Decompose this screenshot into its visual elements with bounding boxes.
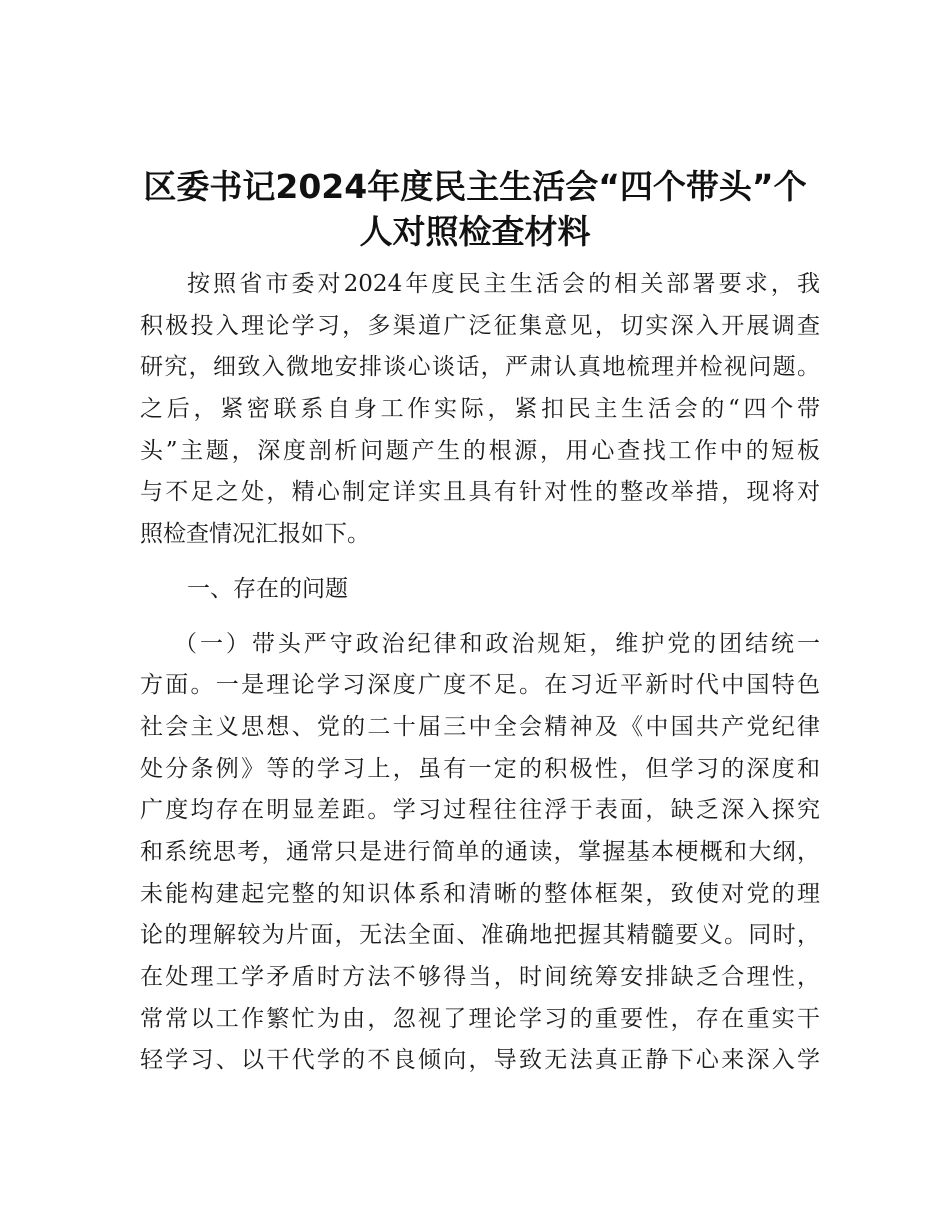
section-paragraph xyxy=(140,624,820,1083)
paragraph-line: 照检查情况汇报如下。 xyxy=(140,521,370,548)
document-body xyxy=(140,264,820,1082)
paragraph-line: 处分条例》等的学习上，虽有一定的积极性，但学习的深度和 xyxy=(140,755,820,782)
paragraph-line: 常常以工作繁忙为由，忽视了理论学习的重要性，存在重实干 xyxy=(140,1005,820,1032)
title-line: 区委书记2024年度民主生活会“四个带头”个 xyxy=(143,167,807,206)
paragraph-line: 方面。一是理论学习深度广度不足。在习近平新时代中国特色 xyxy=(140,672,820,699)
title-line: 人对照检查材料 xyxy=(359,212,591,251)
paragraph-line: 之后，紧密联系自身工作实际，紧扣民主生活会的“四个带 xyxy=(140,396,820,423)
paragraph-line: 和系统思考，通常只是进行简单的通读，掌握基本梗概和大纲， xyxy=(140,838,820,865)
paragraph-gap xyxy=(140,611,820,624)
paragraph-line: 按照省市委对2024年度民主生活会的相关部署要求，我 xyxy=(187,271,820,297)
paragraph-line: 在处理工学矛盾时方法不够得当，时间统筹安排缺乏合理性， xyxy=(140,964,820,990)
paragraph-line: 与不足之处，精心制定详实且具有针对性的整改举措，现将对 xyxy=(140,479,820,506)
paragraph-line: 论的理解较为片面，无法全面、准确地把握其精髓要义。同时， xyxy=(140,922,820,949)
paragraph-line: 积极投入理论学习，多渠道广泛征集意见，切实深入开展调查 xyxy=(140,312,820,339)
paragraph-line: 广度均存在明显差距。学习过程往往浮于表面，缺乏深入探究 xyxy=(140,797,820,824)
paragraph-line: 未能构建起完整的知识体系和清晰的整体框架，致使对党的理 xyxy=(140,880,820,907)
section-heading: 一、存在的问题 xyxy=(187,575,348,602)
document-title xyxy=(100,164,850,254)
paragraph-line: 研究，细致入微地安排谈心谈话，严肃认真地梳理并检视问题。 xyxy=(140,354,820,381)
paragraph-line: 社会主义思想、党的二十届三中全会精神及《中国共产党纪律 xyxy=(140,713,820,740)
paragraph-gap xyxy=(140,556,820,569)
intro-paragraph xyxy=(140,264,820,556)
paragraph-line: 头”主题，深度剖析问题产生的根源，用心查找工作中的短板 xyxy=(140,437,820,464)
paragraph-line: （一）带头严守政治纪律和政治规矩，维护党的团结统一 xyxy=(174,630,820,657)
paragraph-line: 轻学习、以干代学的不良倾向，导致无法真正静下心来深入学 xyxy=(140,1047,820,1074)
